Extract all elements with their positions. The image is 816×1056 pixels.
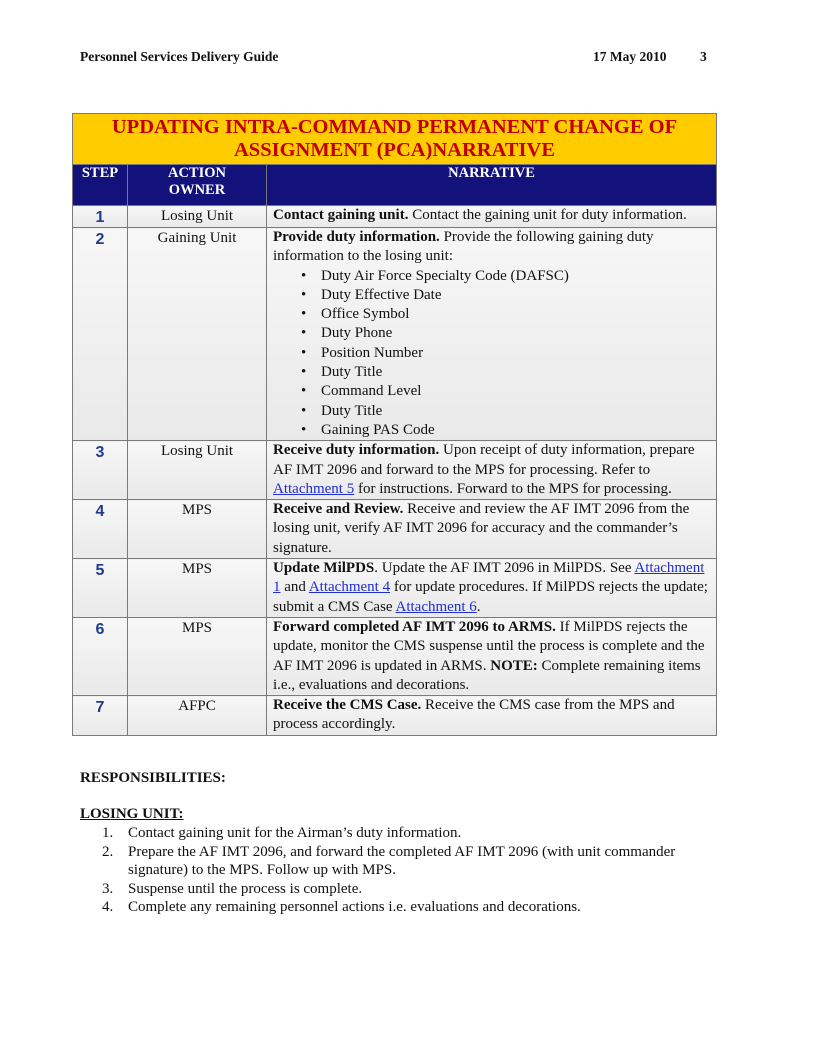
- step-number: 5: [73, 559, 128, 618]
- narrative-text: for update procedures. If MilPDS rejects the update; submit a CMS Case: [273, 579, 708, 615]
- list-item: • Gaining PAS Code: [321, 421, 712, 440]
- action-owner: MPS: [128, 500, 267, 559]
- table-row: [73, 559, 717, 618]
- narrative-lead: Receive and Review.: [273, 501, 404, 518]
- table-row: [73, 500, 717, 559]
- item-text: Suspense until the process is complete.: [128, 880, 363, 897]
- action-owner: MPS: [128, 617, 267, 695]
- narrative: [267, 696, 717, 736]
- item-number: 4.: [102, 899, 114, 915]
- list-item: • Duty Title: [321, 402, 712, 421]
- narrative-text: Contact the gaining unit for duty information.: [408, 207, 687, 223]
- action-owner: AFPC: [128, 696, 267, 736]
- table-title: [73, 114, 717, 165]
- narrative-text: and: [280, 579, 309, 596]
- action-owner: Losing Unit: [128, 441, 267, 500]
- list-item: • Office Symbol: [321, 305, 712, 324]
- page-number: 3: [700, 49, 707, 64]
- item-number: 3.: [102, 880, 114, 897]
- narrative: [267, 441, 717, 500]
- step-number: 7: [73, 696, 128, 736]
- narrative: [267, 617, 717, 695]
- column-header-owner-line2: OWNER: [168, 182, 226, 198]
- narrative-text: Receive and review the AF IMT 2096 from the losing unit, verify AF IMT 2096 for accuracy and the commander’s signature.: [273, 501, 690, 556]
- item-text: Prepare the AF IMT 2096, and forward the completed AF IMT 2096 (with unit commander signature) to the MPS. Follow up with MPS.: [128, 843, 676, 878]
- column-header-owner: [128, 165, 267, 206]
- list-item: [102, 898, 728, 917]
- table-row: [73, 206, 717, 228]
- list-item: • Command Level: [321, 382, 712, 401]
- losing-unit-heading: LOSING UNIT:: [80, 806, 184, 822]
- narrative: [267, 206, 717, 228]
- narrative-lead: Update MilPDS: [273, 560, 375, 577]
- column-header-step: STEP: [73, 165, 128, 206]
- narrative-lead: Receive duty information.: [273, 442, 440, 459]
- narrative-lead: Contact gaining unit.: [273, 207, 409, 223]
- running-header-date: 17 May 2010: [593, 49, 667, 64]
- attachment-4-link[interactable]: Attachment 4: [308, 579, 391, 596]
- list-item: • Duty Effective Date: [321, 286, 712, 305]
- narrative-text: . Update the AF IMT 2096 in MilPDS. See: [374, 560, 635, 577]
- attachment-5-link[interactable]: Attachment 5: [273, 480, 355, 497]
- table-title-line2: ASSIGNMENT (PCA)NARRATIVE: [234, 139, 556, 161]
- narrative-text: Provide the following gaining duty information to the losing unit:: [273, 229, 654, 265]
- narrative: [267, 500, 717, 559]
- list-item: [102, 843, 728, 880]
- table-row: [73, 441, 717, 500]
- column-header-owner-line1: ACTION: [167, 165, 226, 181]
- item-text: Complete any remaining personnel actions i.e. evaluations and decorations.: [128, 899, 581, 915]
- list-item: • Duty Phone: [321, 324, 712, 343]
- narrative: [267, 228, 717, 441]
- narrative-lead: Forward completed AF IMT 2096 to ARMS.: [273, 618, 556, 635]
- table-header-row: [73, 165, 717, 206]
- losing-unit-responsibilities-list: [80, 824, 728, 917]
- narrative-text: Complete remaining items i.e., evaluations and decorations.: [273, 657, 701, 693]
- action-owner: Gaining Unit: [128, 228, 267, 441]
- step-number: 6: [73, 617, 128, 695]
- item-number: 1.: [102, 825, 114, 841]
- note-label: NOTE:: [490, 657, 538, 674]
- narrative-text: Receive the CMS case from the MPS and process accordingly.: [273, 697, 675, 733]
- narrative-text: Upon receipt of duty information, prepare AF IMT 2096 and forward to the MPS for processing. Refer to: [273, 442, 695, 478]
- list-item: • Duty Air Force Specialty Code (DAFSC): [321, 267, 712, 286]
- responsibilities-heading: RESPONSIBILITIES:: [80, 770, 226, 786]
- running-header-title: Personnel Services Delivery Guide: [80, 49, 279, 64]
- item-text: Contact gaining unit for the Airman’s duty information.: [128, 825, 462, 841]
- step-number: 4: [73, 500, 128, 559]
- duty-info-list: [273, 267, 712, 441]
- action-owner: MPS: [128, 559, 267, 618]
- list-item: [102, 824, 728, 843]
- attachment-1-link[interactable]: Attachment 1: [273, 560, 705, 596]
- list-item: • Duty Title: [321, 363, 712, 382]
- action-owner: Losing Unit: [128, 206, 267, 228]
- column-header-narrative: NARRATIVE: [267, 165, 717, 206]
- attachment-6-link[interactable]: Attachment 6: [395, 598, 477, 615]
- table-row: [73, 617, 717, 695]
- narrative: [267, 559, 717, 618]
- step-number: 3: [73, 441, 128, 500]
- narrative-text: .: [476, 598, 481, 615]
- narrative-lead: Provide duty information.: [273, 229, 440, 245]
- table-row: [73, 696, 717, 736]
- pca-narrative-table: [72, 113, 717, 736]
- list-item: [102, 880, 728, 899]
- narrative-text: for instructions. Forward to the MPS for processing.: [354, 480, 672, 497]
- narrative-lead: Receive the CMS Case.: [273, 697, 422, 714]
- table-title-line1: UPDATING INTRA-COMMAND PERMANENT CHANGE OF: [111, 116, 678, 138]
- step-number: 2: [73, 228, 128, 441]
- narrative-text: If MilPDS rejects the update, monitor the CMS suspense until the process is complete and the AF IMT 2096 is updated in ARMS.: [273, 618, 705, 674]
- table-row: [73, 228, 717, 441]
- item-number: 2.: [102, 843, 114, 860]
- list-item: • Position Number: [321, 344, 712, 363]
- step-number: 1: [73, 206, 128, 228]
